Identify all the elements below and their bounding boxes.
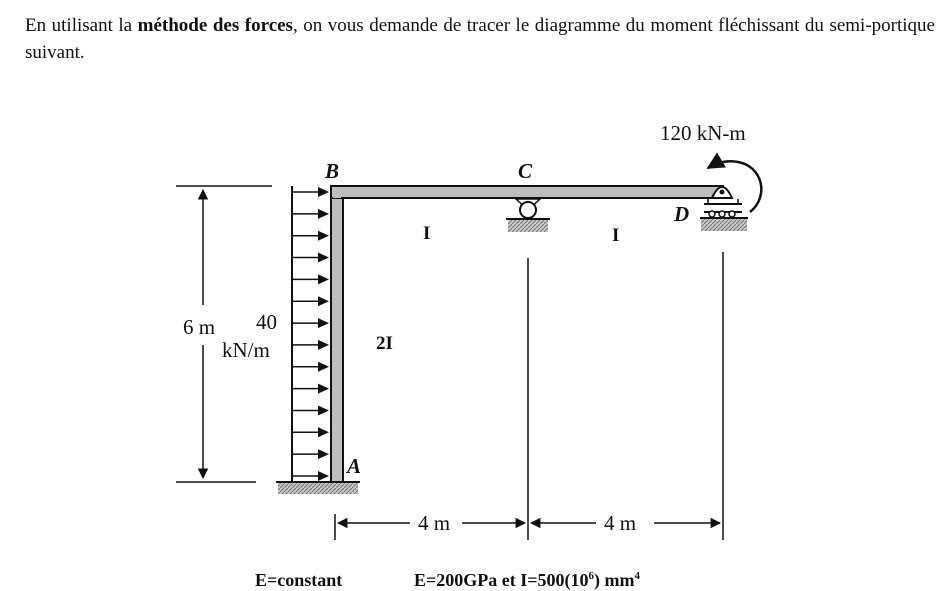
- statement-bold-method: méthode des forces: [137, 15, 293, 36]
- fixed-support-ground: [278, 482, 358, 494]
- label-inertia-cd: I: [612, 225, 620, 246]
- load-arrow-head: [318, 427, 329, 437]
- footer-e-constant: E=constant: [255, 570, 343, 590]
- load-arrow-head: [318, 253, 329, 263]
- label-span-left: 4 m: [418, 511, 451, 535]
- footer-material-props: E=200GPa et $I=500(10^6)$ $mm^4$: [414, 570, 640, 590]
- label-inertia-bc: I: [423, 223, 431, 244]
- label-span-right: 4 m: [604, 511, 637, 535]
- label-node-d: D: [674, 202, 690, 226]
- label-height: 6 m: [183, 315, 216, 339]
- load-arrow-head: [318, 274, 329, 284]
- load-arrow-head: [318, 384, 329, 394]
- label-moment: 120 kN-m: [660, 121, 746, 145]
- label-node-b: B: [325, 159, 340, 183]
- statement-text-2: , on vous demande de tracer le diagramme du moment fléchissant du semi-portique suivant.: [25, 15, 935, 63]
- roller-support-c: [506, 199, 550, 232]
- column-ab: [331, 186, 343, 482]
- load-arrow-head: [318, 296, 329, 306]
- label-load-value: 40: [256, 310, 277, 334]
- load-arrow-head: [318, 187, 329, 197]
- load-arrow-head: [318, 405, 329, 415]
- load-arrow-head: [318, 471, 329, 481]
- load-arrow-head: [318, 362, 329, 372]
- load-arrow-head: [318, 209, 329, 219]
- beam-bd: [331, 186, 723, 198]
- statement-text-1: En utilisant la: [25, 15, 138, 36]
- label-node-a: A: [347, 454, 362, 478]
- label-node-c: C: [518, 159, 533, 183]
- load-arrow-head: [318, 318, 329, 328]
- load-arrow-head: [318, 231, 329, 241]
- load-arrow-head: [318, 340, 329, 350]
- distributed-load-arrows: [292, 187, 329, 481]
- load-arrow-head: [318, 449, 329, 459]
- label-inertia-ab: 2I: [376, 333, 393, 354]
- label-load-unit: kN/m: [222, 338, 270, 362]
